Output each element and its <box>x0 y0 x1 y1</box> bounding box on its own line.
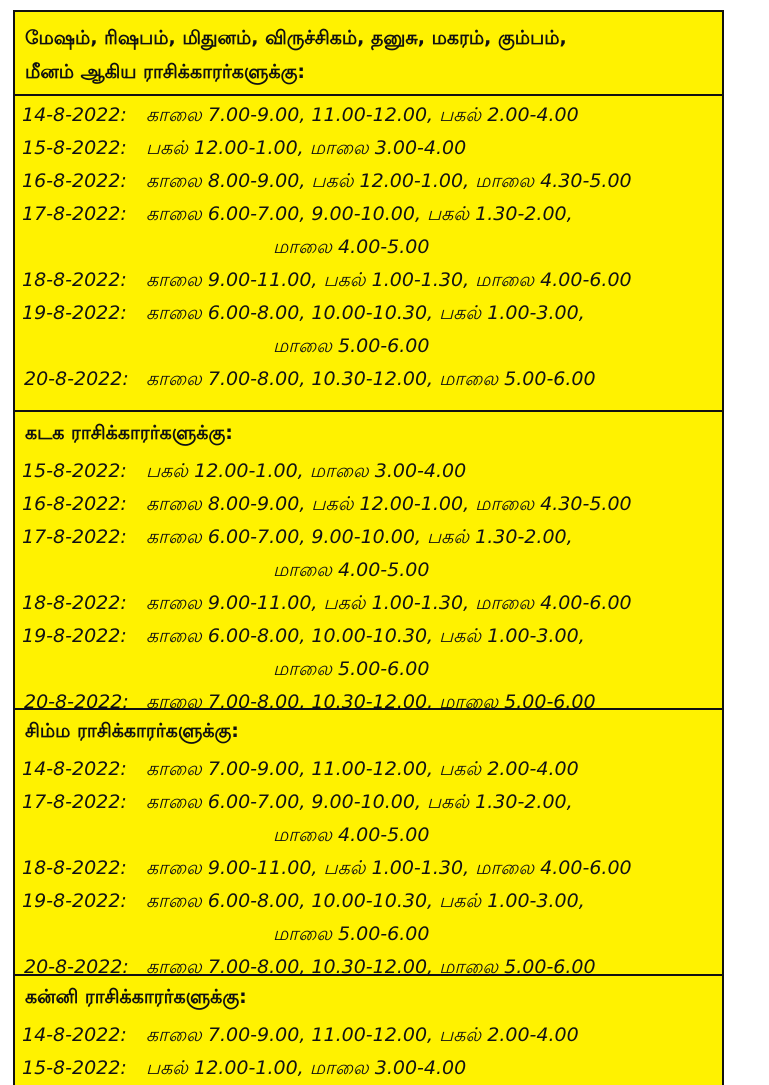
row-times: மாலை 4.00-5.00 <box>273 236 430 258</box>
row-times: காலை 6.00-8.00, 10.00-10.30, பகல் 1.00-3.00, <box>146 302 585 324</box>
row-date <box>15 231 142 264</box>
time-row <box>15 264 722 297</box>
time-row <box>15 587 722 620</box>
row-date: 15-8-2022: <box>22 1057 127 1079</box>
row-times: மாலை 4.00-5.00 <box>273 559 430 581</box>
time-list <box>15 750 722 984</box>
time-row <box>15 488 722 521</box>
row-date: 14-8-2022: <box>22 104 127 126</box>
row-date: 18-8-2022: <box>22 592 127 614</box>
row-date: 17-8-2022: <box>22 526 127 548</box>
time-row <box>15 455 722 488</box>
row-times: பகல் 12.00-1.00, மாலை 3.00-4.00 <box>146 137 467 159</box>
row-date: 16-8-2022: <box>22 493 127 515</box>
header-line: கன்னி ராசிக்காரர்களுக்கு: <box>25 986 247 1008</box>
row-date: 14-8-2022: <box>22 1024 127 1046</box>
row-date: 20-8-2022: <box>24 956 129 978</box>
row-times: காலை 9.00-11.00, பகல் 1.00-1.30, மாலை 4.00-6.00 <box>146 857 632 879</box>
time-row <box>15 363 722 396</box>
row-times: காலை 8.00-9.00, பகல் 12.00-1.00, மாலை 4.30-5.00 <box>146 493 632 515</box>
row-times: மாலை 5.00-6.00 <box>273 335 430 357</box>
row-times: காலை 9.00-11.00, பகல் 1.00-1.30, மாலை 4.00-6.00 <box>146 269 632 291</box>
row-times: காலை 7.00-9.00, 11.00-12.00, பகல் 2.00-4.00 <box>146 104 579 126</box>
header-line: மீனம் ஆகிய ராசிக்காரர்களுக்கு: <box>25 61 305 83</box>
time-row <box>15 1019 722 1052</box>
time-row <box>15 885 722 918</box>
time-row <box>15 297 722 330</box>
row-times: மாலை 4.00-5.00 <box>273 824 430 846</box>
row-date <box>15 819 142 852</box>
time-row-continued <box>15 330 722 363</box>
row-times: மாலை 5.00-6.00 <box>273 923 430 945</box>
time-list <box>15 96 722 396</box>
row-times: காலை 7.00-8.00, 10.30-12.00, மாலை 5.00-6.00 <box>146 956 596 978</box>
row-date <box>15 653 142 686</box>
row-times: பகல் 12.00-1.00, மாலை 3.00-4.00 <box>146 1057 467 1079</box>
row-date: 20-8-2022: <box>24 691 129 713</box>
time-row-continued <box>15 653 722 686</box>
time-row <box>15 165 722 198</box>
row-date: 19-8-2022: <box>22 625 127 647</box>
row-times: பகல் 12.00-1.00, மாலை 3.00-4.00 <box>146 460 467 482</box>
time-row <box>15 132 722 165</box>
section-kanni <box>15 976 722 1085</box>
row-date: 18-8-2022: <box>22 857 127 879</box>
row-times: காலை 6.00-8.00, 10.00-10.30, பகல் 1.00-3.00, <box>146 890 585 912</box>
row-date: 20-8-2022: <box>24 368 129 390</box>
section-group-1 <box>15 12 722 412</box>
row-times: காலை 6.00-8.00, 10.00-10.30, பகல் 1.00-3.00, <box>146 625 585 647</box>
section-header <box>15 412 722 452</box>
time-row <box>15 620 722 653</box>
header-line: கடக ராசிக்காரர்களுக்கு: <box>25 422 233 444</box>
row-date <box>15 918 142 951</box>
row-date: 17-8-2022: <box>22 791 127 813</box>
row-times: காலை 7.00-9.00, 11.00-12.00, பகல் 2.00-4.00 <box>146 758 579 780</box>
time-row <box>15 521 722 554</box>
row-times: காலை 6.00-7.00, 9.00-10.00, பகல் 1.30-2.00, <box>146 203 573 225</box>
time-row <box>15 99 722 132</box>
row-date <box>15 554 142 587</box>
time-row-continued <box>15 231 722 264</box>
row-date: 14-8-2022: <box>22 758 127 780</box>
time-row <box>15 852 722 885</box>
time-list <box>15 1016 722 1085</box>
row-times: காலை 6.00-7.00, 9.00-10.00, பகல் 1.30-2.00, <box>146 526 573 548</box>
row-times: காலை 8.00-9.00, பகல் 12.00-1.00, மாலை 4.30-5.00 <box>146 170 632 192</box>
row-date: 19-8-2022: <box>22 302 127 324</box>
section-kadagam <box>15 412 722 713</box>
row-times: காலை 6.00-7.00, 9.00-10.00, பகல் 1.30-2.00, <box>146 791 573 813</box>
schedule-table <box>13 10 724 1085</box>
section-header <box>15 12 722 96</box>
time-row-continued <box>15 554 722 587</box>
time-row <box>15 786 722 819</box>
section-simmam <box>15 710 722 976</box>
row-date: 16-8-2022: <box>22 170 127 192</box>
time-list <box>15 452 722 719</box>
time-row <box>15 198 722 231</box>
row-date: 17-8-2022: <box>22 203 127 225</box>
row-date: 19-8-2022: <box>22 890 127 912</box>
row-date: 15-8-2022: <box>22 137 127 159</box>
time-row-continued <box>15 819 722 852</box>
time-row <box>15 753 722 786</box>
section-header <box>15 976 722 1016</box>
section-header <box>15 710 722 750</box>
row-date: 18-8-2022: <box>22 269 127 291</box>
row-date <box>15 330 142 363</box>
header-line: சிம்ம ராசிக்காரர்களுக்கு: <box>25 720 239 742</box>
row-times: காலை 7.00-8.00, 10.30-12.00, மாலை 5.00-6.00 <box>146 368 596 390</box>
time-row <box>15 1052 722 1085</box>
row-times: காலை 7.00-8.00, 10.30-12.00, மாலை 5.00-6.00 <box>146 691 596 713</box>
time-row-continued <box>15 918 722 951</box>
row-times: காலை 7.00-9.00, 11.00-12.00, பகல் 2.00-4.00 <box>146 1024 579 1046</box>
row-times: மாலை 5.00-6.00 <box>273 658 430 680</box>
row-times: காலை 9.00-11.00, பகல் 1.00-1.30, மாலை 4.00-6.00 <box>146 592 632 614</box>
row-date: 15-8-2022: <box>22 460 127 482</box>
header-line: மேஷம், ரிஷபம், மிதுனம், விருச்சிகம், தனுசு, மகரம், கும்பம், <box>25 27 567 49</box>
